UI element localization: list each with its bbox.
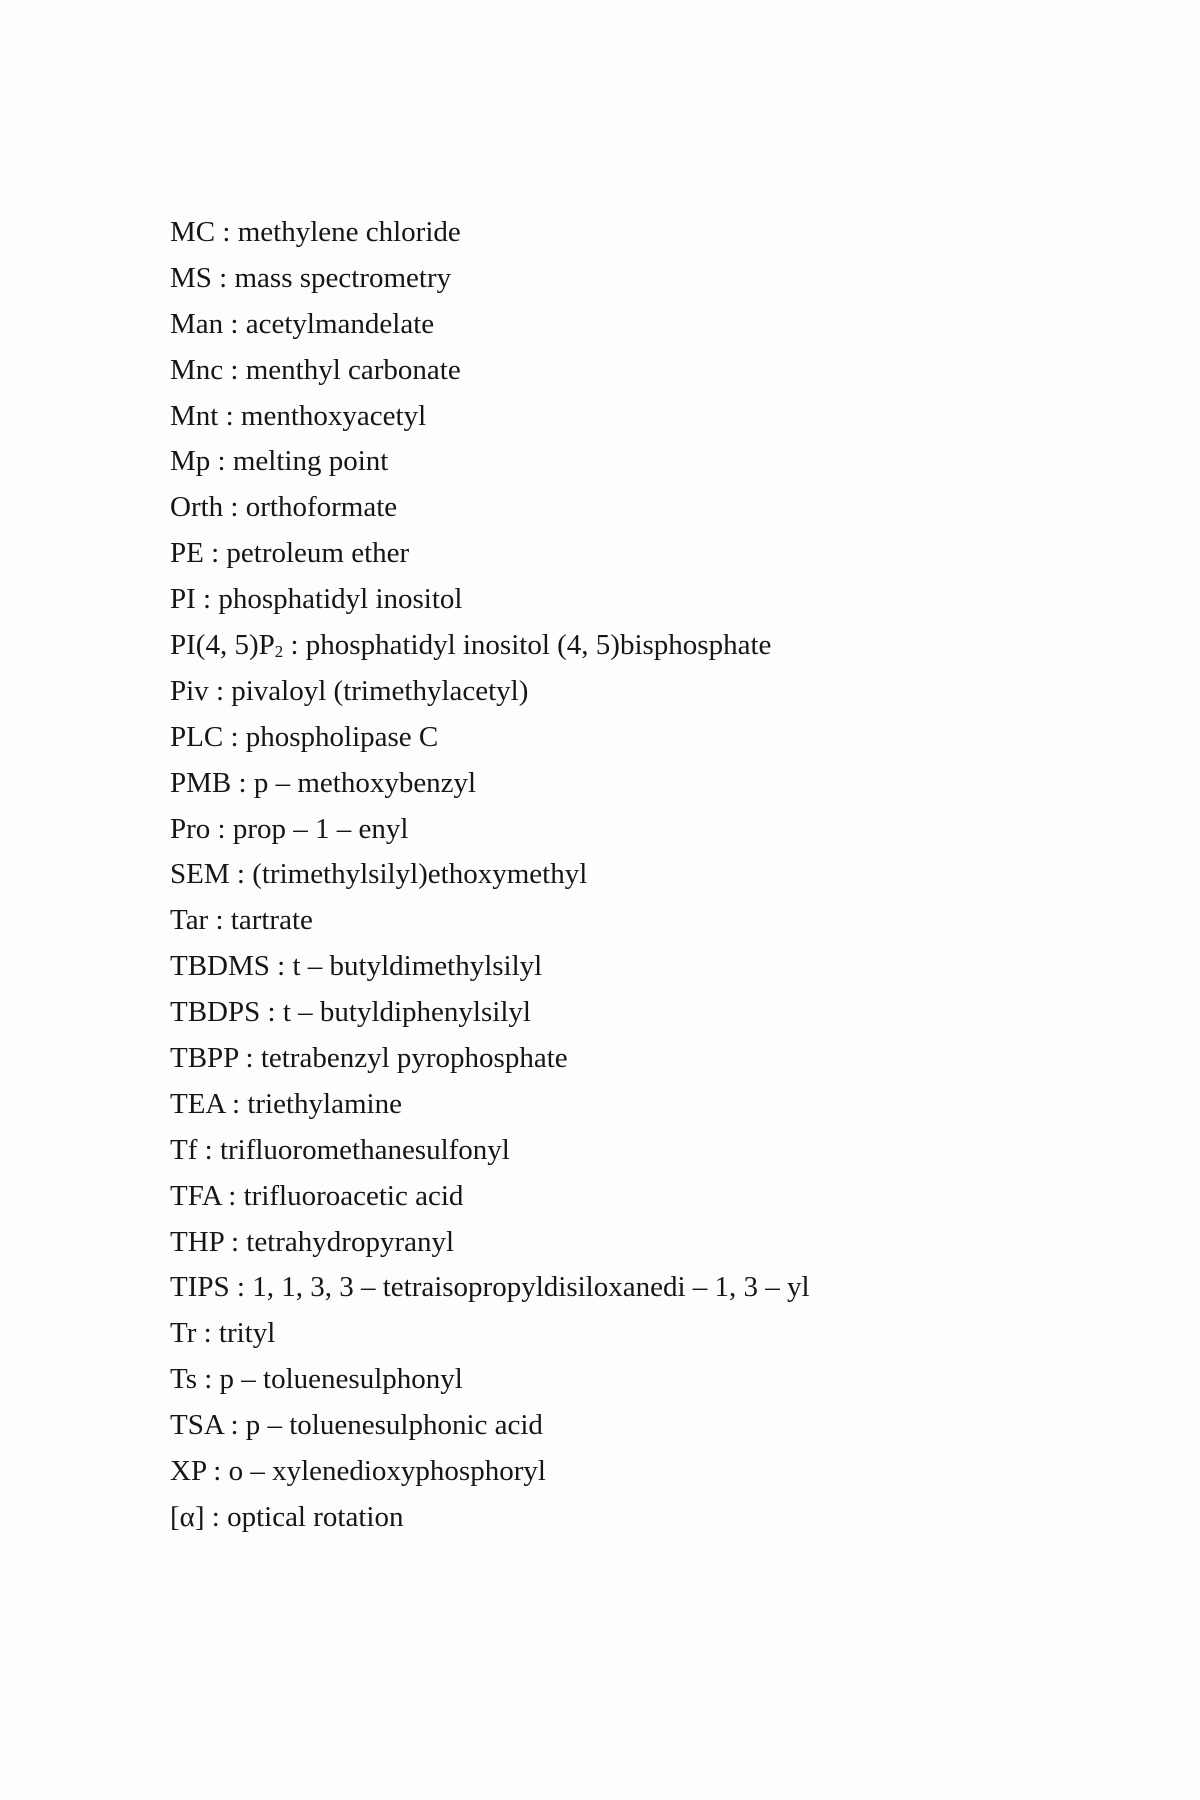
abbreviation-meaning: triethylamine [247, 1087, 402, 1120]
abbreviation-meaning: tartrate [230, 904, 313, 937]
abbreviation-term: Orth [170, 491, 224, 524]
separator: : [204, 1500, 228, 1533]
abbreviation-meaning: p – methoxybenzyl [253, 766, 477, 799]
separator: : [231, 766, 254, 799]
abbreviation-term: Ts [170, 1363, 197, 1396]
abbreviation-term: TIPS [170, 1271, 230, 1304]
abbreviation-meaning: menthoxyacetyl [240, 399, 427, 432]
abbreviation-term: Tar [170, 904, 209, 937]
abbreviation-term: TEA [170, 1087, 225, 1120]
abbreviation-meaning: orthoformate [245, 491, 398, 524]
abbreviation-term: TBDPS [170, 996, 261, 1029]
separator: : [260, 996, 283, 1029]
separator: : [224, 1087, 248, 1120]
abbreviation-term: Man [170, 307, 224, 340]
separator: : [283, 629, 306, 662]
list-item [170, 669, 810, 715]
separator: : [223, 491, 246, 524]
list-item [170, 1357, 810, 1403]
separator: : [208, 904, 231, 937]
list-item [170, 852, 810, 898]
list-item [170, 210, 810, 256]
abbreviation-term: PE [170, 537, 204, 570]
list-item [170, 623, 810, 669]
list-item [170, 990, 810, 1036]
abbreviation-meaning: prop – 1 – enyl [232, 812, 409, 845]
separator: : [196, 1363, 220, 1396]
abbreviation-term: XP [170, 1455, 206, 1488]
list-item [170, 1082, 810, 1128]
abbreviation-term: TBPP [170, 1042, 239, 1075]
abbreviation-term: PI [170, 583, 196, 616]
abbreviation-meaning: acetylmandelate [245, 307, 435, 340]
separator: : [238, 1042, 261, 1075]
separator: : [210, 445, 233, 478]
abbreviation-meaning: phospholipase C [245, 720, 439, 753]
abbreviation-meaning: phosphatidyl inositol (4, 5)bisphosphate [305, 629, 772, 662]
abbreviation-meaning: trifluoroacetic acid [243, 1179, 464, 1212]
abbreviation-term: Piv [170, 674, 209, 707]
list-item [170, 761, 810, 807]
list-item [170, 531, 810, 577]
list-item [170, 485, 810, 531]
abbreviation-term: MC [170, 216, 216, 248]
abbreviation-term: [α] [170, 1500, 205, 1533]
separator: : [223, 307, 246, 340]
abbreviation-meaning: t – butyldimethylsilyl [292, 950, 543, 983]
abbreviation-term: PMB [170, 766, 232, 799]
abbreviation-subscript: 2 [274, 642, 284, 662]
abbreviation-meaning: phosphatidyl inositol [218, 583, 463, 616]
list-item [170, 302, 810, 348]
abbreviation-meaning: petroleum ether [226, 537, 410, 570]
list-item [170, 394, 810, 440]
abbreviation-term: Pro [170, 812, 211, 845]
abbreviation-term: Tf [170, 1133, 198, 1166]
separator: : [203, 537, 227, 570]
separator: : [269, 950, 293, 983]
abbreviation-meaning: trifluoromethanesulfonyl [219, 1133, 510, 1166]
separator: : [195, 583, 219, 616]
separator: : [197, 1133, 220, 1166]
separator: : [196, 1317, 219, 1350]
abbreviation-term: TFA [170, 1179, 222, 1212]
list-item [170, 1265, 810, 1311]
list-item [170, 898, 810, 944]
abbreviation-meaning: menthyl carbonate [245, 353, 461, 386]
list-item [170, 1495, 810, 1541]
list-item [170, 1220, 810, 1266]
separator: : [215, 216, 238, 248]
list-item [170, 1036, 810, 1082]
list-item [170, 256, 810, 302]
separator: : [211, 261, 235, 294]
abbreviation-meaning: pivaloyl (trimethylacetyl) [231, 674, 529, 707]
abbreviation-term: PI(4, 5)P [170, 629, 275, 662]
separator: : [229, 1271, 253, 1304]
abbreviation-term: Mp [170, 445, 211, 478]
abbreviation-meaning: t – butyldiphenylsilyl [282, 996, 531, 1029]
abbreviation-meaning: trityl [218, 1317, 276, 1350]
abbreviation-meaning: tetrahydropyranyl [246, 1225, 455, 1258]
separator: : [206, 1455, 229, 1488]
list-item [170, 1174, 810, 1220]
list-item [170, 1449, 810, 1495]
list-item [170, 715, 810, 761]
list-item [170, 439, 810, 485]
abbreviation-meaning: o – xylenedioxyphosphoryl [228, 1455, 546, 1488]
abbreviation-meaning: 1, 1, 3, 3 – tetraisopropyldisiloxanedi – 1, 3 – yl [252, 1271, 810, 1304]
abbreviation-term: THP [170, 1225, 224, 1258]
separator: : [223, 1409, 246, 1442]
abbreviation-list [170, 210, 810, 1541]
abbreviation-meaning: p – toluenesulphonyl [219, 1363, 463, 1396]
abbreviation-term: TBDMS [170, 950, 270, 983]
list-item [170, 1403, 810, 1449]
abbreviation-meaning: melting point [232, 445, 389, 478]
separator: : [210, 812, 233, 845]
abbreviation-term: SEM [170, 858, 230, 891]
list-item [170, 348, 810, 394]
list-item [170, 944, 810, 990]
abbreviation-term: Mnc [170, 353, 224, 386]
abbreviation-meaning: mass spectrometry [234, 261, 452, 294]
list-item [170, 1311, 810, 1357]
abbreviation-meaning: optical rotation [227, 1500, 404, 1533]
separator: : [229, 858, 253, 891]
separator: : [221, 1179, 244, 1212]
list-item [170, 577, 810, 623]
list-item [170, 1128, 810, 1174]
separator: : [218, 399, 241, 432]
separator: : [223, 720, 246, 753]
separator: : [208, 674, 232, 707]
abbreviation-term: Mnt [170, 399, 219, 432]
list-item [170, 807, 810, 853]
abbreviation-meaning: methylene chloride [237, 216, 461, 248]
abbreviation-term: PLC [170, 720, 224, 753]
abbreviation-term: TSA [170, 1409, 224, 1442]
separator: : [223, 353, 246, 386]
abbreviation-term: MS [170, 261, 212, 294]
abbreviation-meaning: tetrabenzyl pyrophosphate [260, 1042, 568, 1075]
separator: : [223, 1225, 247, 1258]
abbreviation-meaning: p – toluenesulphonic acid [245, 1409, 543, 1442]
abbreviation-meaning: (trimethylsilyl)ethoxymethyl [252, 858, 588, 891]
abbreviation-term: Tr [170, 1317, 197, 1350]
